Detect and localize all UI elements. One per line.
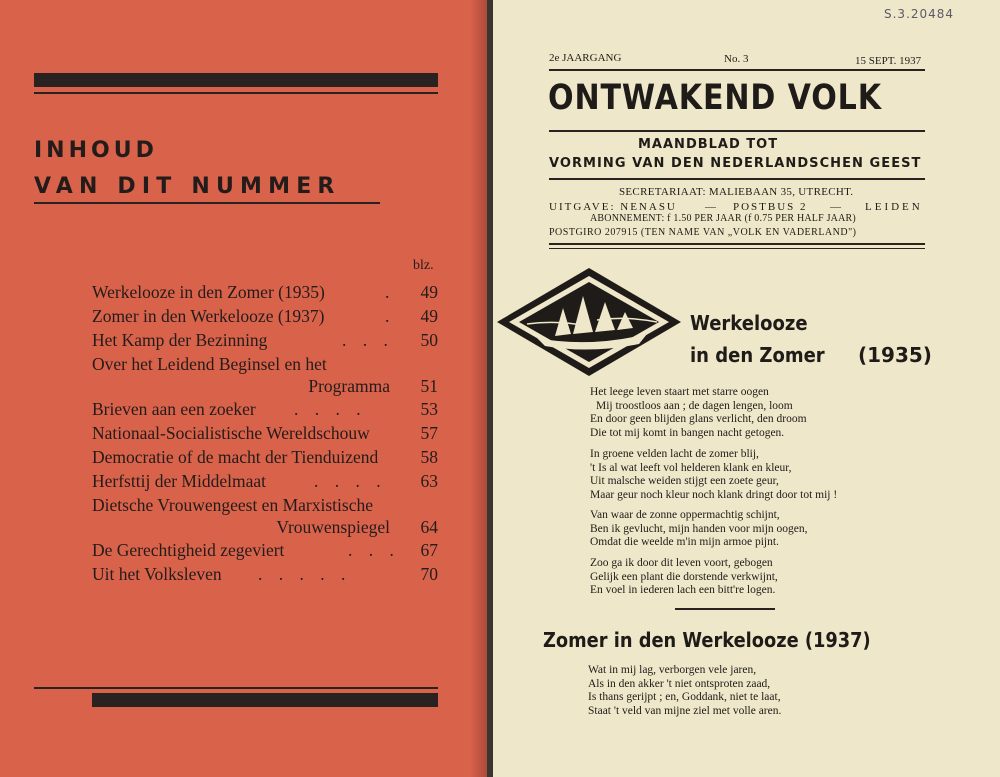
toc-entry[interactable] xyxy=(92,447,438,471)
toc-page: 64 xyxy=(420,517,438,537)
poem-line: In groene velden lacht de zomer blij, xyxy=(590,448,759,460)
uitgave-city: LEIDEN xyxy=(865,201,923,213)
issue-date: 15 SEPT. 1937 xyxy=(855,55,922,67)
toc-title: Nationaal-Socialistische Wereldschouw xyxy=(92,423,370,443)
toc-leader: . xyxy=(385,306,396,326)
toc-entry[interactable] xyxy=(92,495,438,543)
toc-leader: . . . . xyxy=(294,399,367,419)
toc-page: 57 xyxy=(420,423,438,443)
poem-line: Gelijk een plant die dorstende verkwijnt, xyxy=(590,570,778,583)
toc-title: Democratie of de macht der Tienduizend xyxy=(92,447,379,467)
info-rule-1 xyxy=(549,243,925,245)
toc-page: 51 xyxy=(420,376,438,396)
page-column-label: blz. xyxy=(413,258,434,273)
toc-entry[interactable] xyxy=(92,306,438,330)
toc-title: Het Kamp der Bezinning xyxy=(92,330,268,350)
bottom-thick-rule xyxy=(92,693,438,707)
poem-line: Het leege leven staart met starre oogen xyxy=(590,386,769,398)
volume-label: 2e JAARGANG xyxy=(549,52,622,64)
abonnement-prices: ABONNEMENT: f 1.50 PER JAAR (f 0.75 PER HALF JAAR) xyxy=(590,213,856,224)
toc-title: Brieven aan een zoeker xyxy=(92,399,256,419)
subtitle-line1: MAANDBLAD TOT xyxy=(638,137,779,152)
poem1-stanza xyxy=(590,509,808,550)
poem2-title: Zomer in den Werkelooze (1937) xyxy=(543,628,871,652)
poem1-stanza xyxy=(590,386,807,441)
poem-line: Die tot mij komt in bangen nacht getogen. xyxy=(590,427,785,440)
toc-title: De Gerechtigheid zegeviert xyxy=(92,540,285,560)
poem-line: Als in den akker 't niet ontsproten zaad, xyxy=(588,677,771,690)
poem-line: Ben ik gevlucht, mijn handen voor mijn oogen, xyxy=(590,522,808,535)
poem1-title-line1: Werkelooze xyxy=(690,311,808,335)
poem1-year: (1935) xyxy=(858,343,932,367)
bottom-thin-rule xyxy=(34,687,438,689)
toc-title: Dietsche Vrouwengeest en Marxistische xyxy=(92,495,373,515)
poem-line: Staat 't veld van mijne ziel met volle aren. xyxy=(588,705,782,718)
toc-page: 49 xyxy=(420,306,438,326)
poem-line: Is thans gerijpt ; en, Goddank, niet te laat, xyxy=(588,691,781,704)
poem-line: Uit malsche weiden stijgt een zoete geur, xyxy=(590,475,779,488)
toc-leader: . . . . . xyxy=(258,564,352,584)
postgiro-number: POSTGIRO 207915 (TEN NAME VAN „VOLK EN VADERLAND") xyxy=(549,227,857,238)
toc-title: Uit het Volksleven xyxy=(92,564,222,584)
toc-entry[interactable] xyxy=(92,330,438,354)
toc-title: Werkelooze in den Zomer (1935) xyxy=(92,282,325,302)
toc-entry[interactable] xyxy=(92,471,438,495)
masthead-top-rule xyxy=(549,69,925,71)
poem1-title-line2: in den Zomer xyxy=(690,343,825,367)
poem-line: Van waar de zonne oppermachtig schijnt, xyxy=(590,509,780,521)
toc-leader: . xyxy=(385,282,396,302)
toc-title: Herfsttij der Middelmaat xyxy=(92,471,266,491)
toc-page: 67 xyxy=(420,540,438,560)
uitgave-dash: — xyxy=(705,201,716,213)
toc-entry[interactable] xyxy=(92,564,438,588)
toc-entry[interactable] xyxy=(92,282,438,306)
toc-page: 58 xyxy=(420,447,438,467)
poem1-stanza xyxy=(590,448,837,503)
poem-line: En door geen blijden glans verlicht, den droom xyxy=(590,413,807,426)
masthead-bottom-rule xyxy=(549,130,925,132)
top-thin-rule xyxy=(34,92,438,94)
subtitle-line2: VORMING VAN DEN NEDERLANDSCHEN GEEST xyxy=(549,156,922,171)
toc-title-continuation: Programma xyxy=(308,376,390,396)
poem2-stanza xyxy=(588,664,781,719)
subtitle-rule xyxy=(549,178,925,180)
toc-leader: . . . . xyxy=(314,471,387,491)
toc-page: 70 xyxy=(420,564,438,584)
poem-line: Zoo ga ik door dit leven voort, gebogen xyxy=(590,557,773,569)
poem-separator xyxy=(675,608,775,610)
toc-leader: . . . xyxy=(342,330,394,350)
poem-line: En voel in iederen lach een bitt're logen. xyxy=(590,584,776,597)
poem-line: 't Is al wat leeft vol helderen klank en kleur, xyxy=(590,461,792,474)
poem-line: Wat in mij lag, verborgen vele jaren, xyxy=(588,664,757,676)
toc-entry[interactable] xyxy=(92,399,438,423)
toc-entry[interactable] xyxy=(92,540,438,564)
toc-page: 49 xyxy=(420,282,438,302)
uitgave-label: UITGAVE: NENASU xyxy=(549,201,677,213)
toc-entry[interactable] xyxy=(92,354,438,402)
uitgave-dash: — xyxy=(830,201,841,213)
poem1-stanza xyxy=(590,557,778,598)
toc-title: Zomer in den Werkelooze (1937) xyxy=(92,306,325,326)
toc-page: 53 xyxy=(420,399,438,419)
info-rule-2 xyxy=(549,248,925,249)
issue-number: No. 3 xyxy=(724,53,749,65)
toc-title-continuation: Vrouwenspiegel xyxy=(276,517,390,537)
toc-entry[interactable] xyxy=(92,423,438,447)
contents-heading-line1: INHOUD xyxy=(34,138,158,163)
top-thick-rule xyxy=(34,73,438,87)
toc-title: Over het Leidend Beginsel en het xyxy=(92,354,327,374)
archive-mark: S.3.20484 xyxy=(884,7,955,21)
poem-line: Maar geur noch kleur noch klank dringt door tot mij ! xyxy=(590,489,838,502)
contents-heading-line2: VAN DIT NUMMER xyxy=(34,174,341,199)
masthead-title: ONTWAKEND VOLK xyxy=(548,78,882,118)
toc-leader: . . . xyxy=(348,540,400,560)
uitgave-postbus: POSTBUS 2 xyxy=(733,201,808,213)
ship-emblem-icon xyxy=(497,268,681,376)
poem-line: Mij troostloos aan ; de dagen lengen, loom xyxy=(596,399,793,412)
secretariaat-address: SECRETARIAAT: MALIEBAAN 35, UTRECHT. xyxy=(619,186,854,198)
toc-page: 50 xyxy=(420,330,438,350)
toc-page: 63 xyxy=(420,471,438,491)
heading-underline xyxy=(34,202,380,204)
poem-line: Omdat die weelde m'in mijn armoe pijnt. xyxy=(590,536,779,549)
